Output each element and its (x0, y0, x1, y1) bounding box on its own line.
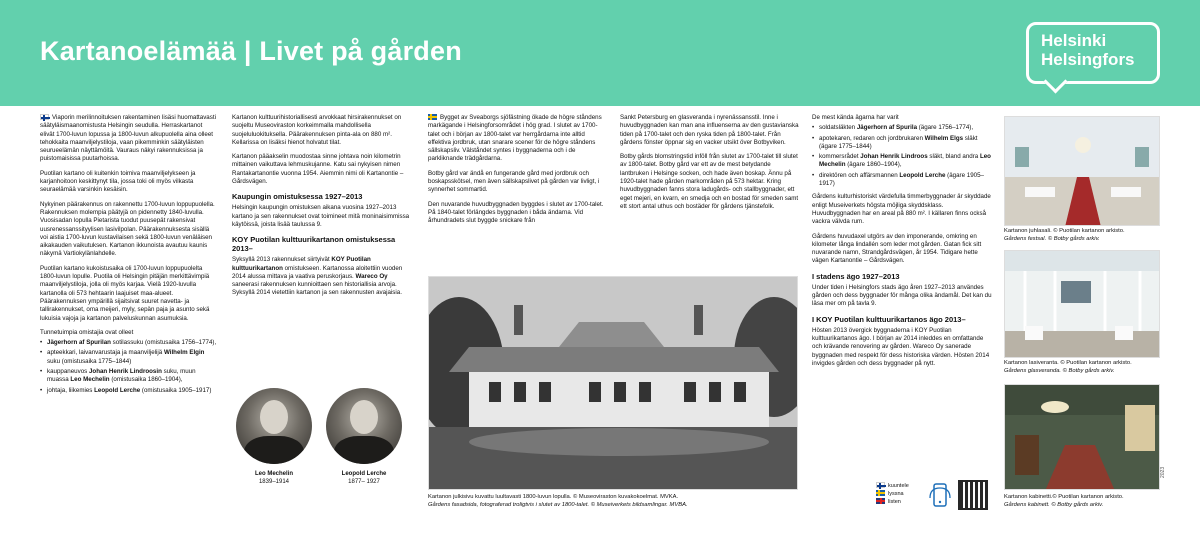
owners-list (812, 124, 992, 188)
portrait-years: 1877– 1927 (348, 479, 380, 485)
section-heading: I KOY Puotilan kulttuurikartanos ägo 2013– (812, 314, 966, 324)
paragraph: Gårdens huvudaxel utgörs av den imponerande, omkring en kilometer långa lindallén som leder mot gården. Gatan fick sitt nuvarande namn, Strandgårdsvägen, år 1954. Tidigare hette vägen Kartanontie – Gårdsvägen. (812, 232, 982, 265)
paragraph: Syksyllä 2013 rakennukset siirtyivät KOY Puotilan kulttuurikartanon omistukseen. Kartanossa aloitettiin vuoden 2014 alussa mittava ja vaativa peruskorjaus. Wareco Oy saneerasi rakennuksen kunnioittaen sen historiallisia arvoja. Syksyllä 2014 vietettiin kartanon ja sen rakennusten avajaisia. (232, 256, 403, 297)
portrait-leopold-lerche (326, 388, 402, 464)
page-title: Kartanoelämää | Livet på gården (40, 36, 462, 66)
glasveranda-caption (1004, 360, 1164, 375)
paragraph: Kartanon kulttuurihistoriallisesti arvokkaat hirsirakennukset on suojeltu Museoviraston korkeimmalla mahdollisella suojeluluokituksella. Päärakennuksen pinta-ala on 880 m². Kellarissa on lisäksi hienot holvatut tilat. (232, 114, 402, 146)
portrait-name: Leo Mechelin (254, 471, 293, 477)
kabinett-photo (1004, 384, 1160, 490)
caption-fi: Kartanon kabinetti.© Puotilan kartanon arkisto. (1004, 494, 1124, 500)
portrait-years: 1839–1914 (258, 479, 290, 485)
headphone-phone-icon (928, 482, 952, 510)
audio-fi[interactable]: kuuntele (876, 482, 926, 490)
paragraph: Under tiden i Helsingfors stads ägo åren 1927–2013 användes gården och dess byggnader för många olika ändamål. Det kan du läsa mer om på tavla 9. (812, 283, 992, 308)
year-label: 2023 (1160, 466, 1166, 478)
column-sv-1 (428, 114, 606, 232)
owners-list (40, 339, 218, 395)
glasveranda-image (1005, 251, 1160, 358)
paragraph (40, 114, 218, 164)
list-item: • direktören och affärsmannen Leopold Lerche (ägare 1905–1917) (812, 172, 992, 189)
finnish-flag-icon (876, 482, 885, 488)
header-band (0, 0, 1200, 106)
list-item: • johtaja, liikemies Leopold Lerche (omistusaika 1905–1917) (40, 387, 218, 395)
list-title: Tunnetuimpia omistajia ovat olleet (40, 328, 134, 336)
caption-fi: Kartanon julkisivu kuvattu luultavasti 1800-luvun lopulla. © Museoviraston kuvakokoelmat. MVKA. (428, 494, 679, 500)
section-heading: I stadens ägo 1927–2013 (812, 271, 900, 281)
helsinki-logo (1026, 22, 1160, 84)
paragraph: Puotilan kartano kukoistusaika oli 1700-luvun loppupuolelta 1800-luvun lopulle. Puotila oli Helsingin pitäjän merkittävimpiä maanviljelystiloja, jolla oli myös karjaa. Vielä 1920-luvulla kartanolla oli 573 hehtaarin laajuiset maa-alueet. Päärakennuksen ympärillä sijaitsivat suuret navetta- ja tallirakennukset, oma meijeri, myly, sepän paja ja asunto sekä lukuisia vajoja ja kartanon palveluskunnan asumuksia. (40, 264, 210, 322)
paragraph: Botby gård var ändå en fungerande gård med jordbruk och boskapsskötsel, men även sällskapslivet på gården var livligt, i synnerhet sommartid. (428, 169, 600, 194)
festsal-image (1005, 117, 1160, 226)
finnish-flag-icon (40, 114, 49, 120)
caption-fi: Kartanon juhlasali. © Puotilan kartanon arkisto. (1004, 228, 1125, 234)
section-heading: KOY Puotilan kulttuurikartanon omistuksessa 2013– (232, 235, 396, 254)
caption-sv: Gårdens glasveranda. © Botby gårds arkiv. (1004, 367, 1115, 374)
paragraph-text: Viaporin merilinnoituksen rakentaminen lisäsi huomattavasti säätyläismaanomistusta Helsingin seudulla. Herraskartanot elivät 1700-luvun lopussa ja 1800-luvun alkupuolella aina olleet tehokkaita maanviljelystiloja, vaan pikemminkin säätyläisten seurueelämän näyttämöitä. Vauraus näkyi rakennuksissa ja puistomaisissa puutarhoissa. (40, 114, 216, 163)
paragraph: Helsingin kaupungin omistuksen aikana vuosina 1927–2013 kartano ja sen rakennukset ovat toimineet mitä moninaisimmissa käytöissä, joista lisää taulussa 9. (232, 204, 410, 228)
column-sv-3 (812, 114, 992, 374)
manor-facade-photo (428, 276, 798, 490)
portrait-leo-mechelin (236, 388, 312, 464)
list-item: • kauppaneuvos Johan Henrik Lindroosin suku, muun muassa Leo Mechelin (omistusaika 1860–1904), (40, 368, 218, 385)
caption-sv: Gårdens kabinett. © Botby gårds arkiv. (1004, 501, 1104, 508)
list-item: • Jägerhorn af Spurilan sotilassuku (omistusaika 1756–1774), (40, 339, 218, 347)
festsal-caption (1004, 228, 1164, 243)
audio-en[interactable]: listen (876, 498, 926, 506)
list-item: • apteekkari, laivanvarustaja ja maanviljelijä Wilhelm Elgin suku (omistusaika 1775–1844) (40, 349, 218, 366)
column-fi-2 (232, 114, 412, 304)
section-heading: Kaupungin omistuksessa 1927–2013 (232, 192, 363, 202)
list-item: • soldatsläkten Jägerhorn af Spurila (ägare 1756–1774), (812, 124, 992, 132)
main-photo-caption (428, 494, 800, 509)
paragraph: Gårdens kulturhistoriskt värdefulla timmerbyggnader är skyddade enligt Museiverkets högsta möjliga skyddsklass. Huvudbyggnaden har en areal på 880 m². I källaren finns också vackra välvda rum. (812, 193, 991, 226)
caption-sv: Gårdens fasadsida, fotograferad troligtvis i slutet av 1800-talet. © Museiverkets bildsamlingar. MVBA. (428, 501, 688, 508)
paragraph: Nykyinen päärakennus on rakennettu 1700-luvun loppupuolella. Rakennuksen molempia päätyjä on pidennetty 1840-luvulla. Vuosisadan lopulla Pietarista tuodut puusepät rakensivat uusrenessanssityylisen lasivilpolan. Päärakennuksesta sisällä voi aistia 1700-luvun kustavilaisen sekä 1800-luvun venäläisen aikakauden vaikutuksen. Kartanon ikkunoista avautuu kaunis näkymä Vartiokylänlahdelle. (40, 200, 215, 258)
audio-guide-languages (876, 482, 926, 506)
festsal-photo (1004, 116, 1160, 226)
logo-line-1: Helsinki (1041, 31, 1107, 50)
caption-fi: Kartanon lasiveranta. © Puotilan kartanon arkisto. (1004, 360, 1132, 366)
paragraph: Botby gårds blomstringstid inföll från slutet av 1700-talet till slutet av 1800-talet. Botby gård var ett av de mest betydande lantbruken i Helsinge socken, och hade även boskap. Ännu på 1920-talet hade gården markområden på 573 hektar. Kring huvudbyggnaden fanns stora ladugårds- och stallbyggnader, ett eget mejeri, en kvarn, en smedja och en bostad för smeden samt ett stort antal uthus och bostäder för gårdens tjänstefolk. (620, 153, 799, 210)
portrait-name: Leopold Lerche (341, 471, 387, 477)
list-title: De mest kända ägarna har varit (812, 114, 899, 121)
swedish-flag-icon (428, 114, 437, 120)
paragraph: Puotilan kartano oli kuitenkin toimiva maanviljelykseen ja karjanhoitoon keskittynyt tila, jossa toki oli myös vilkasta seuraelämää varsinkin kesäisin. (40, 169, 196, 194)
british-flag-icon (876, 498, 885, 504)
kabinett-image (1005, 385, 1160, 490)
column-fi-1 (40, 114, 218, 400)
paragraph: Kartanon pääakselin muodostaa sinne johtava noin kilometrin mittainen vaikuttava lehmuskujanne. Katu sai nykyisen nimen Rantakartanontie vuonna 1954. Aiemmin nimi oli Kartanontie – Gårdsvägen. (232, 153, 404, 186)
manor-facade-image (429, 277, 798, 490)
qr-code[interactable] (958, 480, 988, 510)
audio-sv[interactable]: lyssna (876, 490, 926, 498)
caption-sv: Gårdens festsal. © Botby gårds arkiv. (1004, 235, 1100, 242)
kabinett-caption (1004, 494, 1164, 509)
list-item: • apotekaren, redaren och jordbrukaren Wilhelm Elgs släkt (ägare 1775–1844) (812, 135, 992, 152)
paragraph: Den nuvarande huvudbyggnaden byggdes i slutet av 1700-talet. På 1840-talet förlängdes byggnaden i båda ändarna. Vid århundradets slut byggde snickare från (428, 200, 604, 225)
column-sv-2 (620, 114, 800, 217)
paragraph: Bygget av Sveaborgs sjöfästning ökade de högre ståndens markägande i Helsingforsområdet i hög grad. I slutet av 1700-talet och i början av 1800-talet var herrgårdarna inte alltid effektiva jordbruk, utan snarare scener för de högre ståndens sällskapsliv. Välståndet syntes i byggnaderna och i de parkliknande trädgårdarna. (428, 114, 602, 163)
logo-line-2: Helsingfors (1041, 50, 1135, 69)
swedish-flag-icon (876, 490, 885, 496)
list-item: • kommersrådet Johan Henrik Lindroos släkt, bland andra Leo Mechelin (ägare 1860–1904), (812, 153, 992, 170)
paragraph: Hösten 2013 övergick byggnaderna i KOY Puotilan kulttuurikartanos ägo. I början av 2014 inleddes en omfattande och krävande renovering av gården. Wareco Oy sanerade byggnaden med respekt för dess historiska värden. Hösten 2014 invigdes gården och dess byggnader på nytt. (812, 326, 990, 367)
portrait-caption (229, 470, 319, 486)
portrait-caption (319, 470, 409, 486)
paragraph: Sankt Petersburg en glasveranda i nyrenässansstil. Inne i huvudbyggnaden kan man ana influenserna av den gustavianska tiden på 1700-talet och den ryska tiden på 1800-talet. Från gårdens fönster öppnar sig en vacker utsikt över Botbyviken. (620, 114, 799, 146)
glasveranda-photo (1004, 250, 1160, 358)
